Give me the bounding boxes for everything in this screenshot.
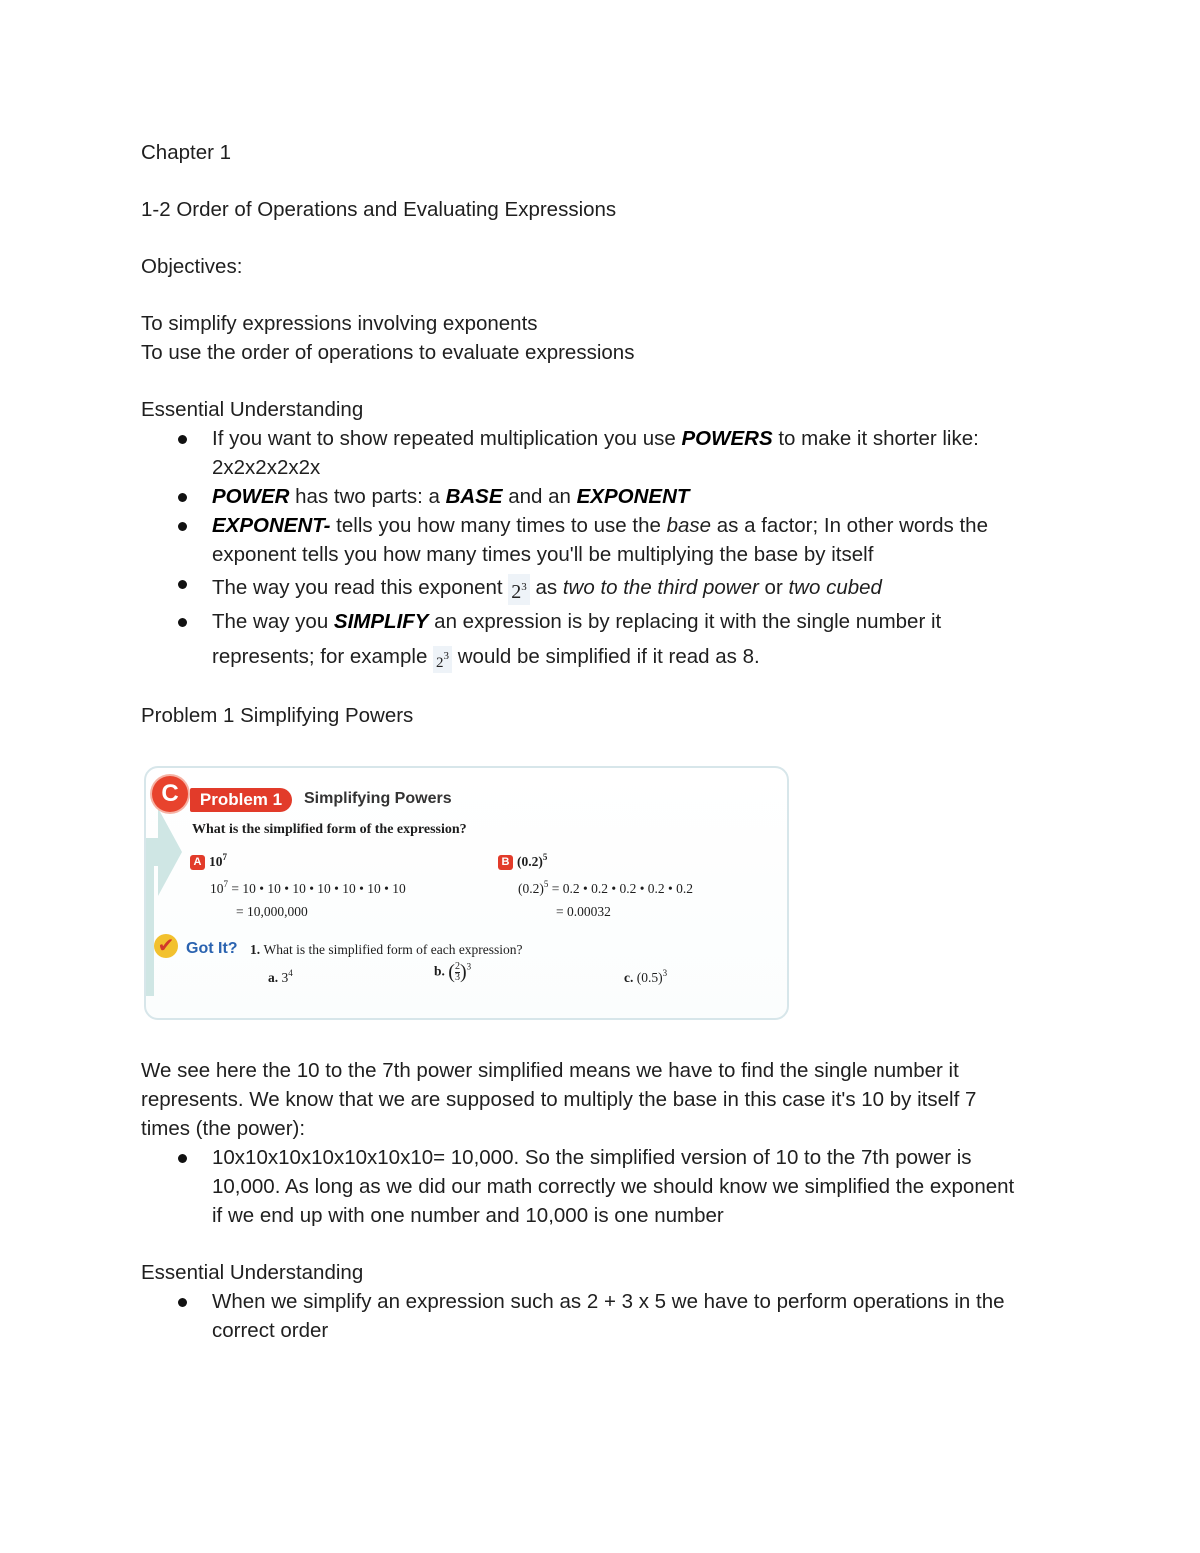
text-run: b. bbox=[434, 963, 445, 979]
text-run: (0.5) bbox=[636, 970, 663, 985]
problem-question: What is the simplified form of the expression? bbox=[192, 822, 467, 837]
text-run: base bbox=[666, 514, 712, 537]
text-run: 10 bbox=[209, 854, 223, 869]
part-b-tag: B bbox=[498, 855, 513, 870]
text-run: if we end up with one number and 10,000 is one number bbox=[212, 1204, 724, 1227]
text-run: 10x10x10x10x10x10x10= 10,000. So the simplified version of 10 to the 7th power is bbox=[212, 1146, 972, 1169]
objective-item: To use the order of operations to evaluate expressions bbox=[141, 341, 635, 364]
text-run: correct order bbox=[212, 1319, 329, 1342]
text-run: ( bbox=[448, 961, 455, 983]
text-run: The way you bbox=[212, 610, 334, 633]
got-it-label: Got It? bbox=[186, 940, 238, 957]
text-run: 3 bbox=[454, 972, 460, 983]
arrow-decoration-icon bbox=[144, 808, 184, 998]
text-run: an expression is by replacing it with the single number it bbox=[428, 610, 942, 633]
got-it-question bbox=[250, 942, 523, 958]
text-run: or bbox=[758, 576, 789, 599]
text-run: c. bbox=[624, 970, 634, 985]
exponent-power: 3 bbox=[521, 581, 527, 593]
problem-badge-icon: C bbox=[152, 776, 188, 812]
text-run: When we simplify an expression such as 2 + 3 x 5 we have to perform operations in the bbox=[212, 1290, 1005, 1313]
text-run: 4 bbox=[288, 968, 293, 978]
essential-understanding-list bbox=[141, 1287, 1071, 1345]
text-run: a. bbox=[268, 970, 279, 985]
text-run: 5 bbox=[543, 879, 549, 889]
text-run: (0.2) bbox=[518, 881, 544, 896]
text-run: 10 bbox=[210, 881, 224, 896]
text-run: two to the third power bbox=[562, 576, 759, 599]
part-a-tag: A bbox=[190, 855, 205, 870]
list-item bbox=[141, 482, 1071, 511]
got-it-option-c bbox=[624, 968, 667, 986]
essential-understanding-heading: Essential Understanding bbox=[141, 398, 364, 421]
paragraph-line: represents. We know that we are supposed to multiply the base in this case it's 10 by itself 7 bbox=[141, 1088, 977, 1111]
exponent-power: 3 bbox=[443, 650, 450, 662]
part-b-step1 bbox=[518, 879, 693, 897]
text-run: has two parts: a bbox=[289, 485, 446, 508]
text-run: (0.2) bbox=[517, 854, 543, 869]
text-run: 3 bbox=[281, 970, 289, 985]
text-run: 3 bbox=[466, 961, 472, 972]
text-run: ) bbox=[459, 961, 467, 983]
objectives-heading: Objectives: bbox=[141, 255, 243, 278]
text-run: as bbox=[529, 576, 563, 599]
list-item bbox=[141, 569, 1071, 607]
text-run: tells you how many times to use the bbox=[330, 514, 667, 537]
list-item bbox=[141, 607, 1071, 673]
exponent-image bbox=[433, 646, 452, 673]
paragraph-line: times (the power): bbox=[141, 1117, 306, 1140]
example-list bbox=[141, 1143, 1071, 1230]
part-b-expression bbox=[498, 852, 547, 870]
text-run: 5 bbox=[542, 852, 548, 862]
list-item bbox=[141, 1287, 1071, 1345]
part-a-step1 bbox=[210, 879, 406, 897]
essential-understanding-heading: Essential Understanding bbox=[141, 1261, 364, 1284]
term-power: POWER bbox=[212, 485, 290, 508]
objective-item: To simplify expressions involving exponents bbox=[141, 312, 538, 335]
textbook-figure bbox=[144, 766, 789, 1020]
part-b-step2: = 0.00032 bbox=[556, 904, 611, 919]
problem-heading: Problem 1 Simplifying Powers bbox=[141, 704, 414, 727]
exponent-image bbox=[508, 574, 530, 605]
text-run: to make it shorter like: bbox=[772, 427, 979, 450]
text-run: as a factor; In other words the bbox=[711, 514, 988, 537]
text-run: 10,000. As long as we did our math correctly we should know we simplified the exponent bbox=[212, 1175, 1015, 1198]
text-run: 2 bbox=[454, 961, 460, 972]
term-exponent-def: EXPONENT- bbox=[212, 514, 331, 537]
got-it-option-a bbox=[268, 968, 293, 986]
term-powers: POWERS bbox=[681, 427, 773, 450]
text-run: two cubed bbox=[788, 576, 882, 599]
text-run: = 0.2 • 0.2 • 0.2 • 0.2 • 0.2 bbox=[551, 881, 694, 896]
text-line bbox=[212, 636, 760, 673]
list-item bbox=[141, 1143, 1071, 1230]
problem-title: Simplifying Powers bbox=[304, 790, 452, 807]
essential-understanding-list bbox=[141, 424, 1071, 673]
text-run: 7 bbox=[223, 879, 228, 889]
chapter-heading: Chapter 1 bbox=[141, 141, 232, 164]
term-exponent: EXPONENT bbox=[576, 485, 690, 508]
list-item bbox=[141, 424, 1071, 482]
part-a-step2: = 10,000,000 bbox=[236, 904, 308, 919]
document-body bbox=[141, 138, 1071, 730]
list-item bbox=[141, 511, 1071, 569]
text-run: and an bbox=[502, 485, 577, 508]
text-run: = 10 • 10 • 10 • 10 • 10 • 10 • 10 bbox=[231, 881, 406, 896]
text-run: 1. bbox=[250, 942, 261, 957]
text-run: would be simplified if it read as 8. bbox=[457, 645, 760, 668]
problem-label: Problem 1 bbox=[190, 788, 292, 812]
term-base: BASE bbox=[445, 485, 503, 508]
term-simplify: SIMPLIFY bbox=[333, 610, 429, 633]
exponent-base: 2 bbox=[511, 581, 522, 603]
document-body-continued bbox=[141, 1056, 1071, 1345]
text-run: If you want to show repeated multiplication you use bbox=[212, 427, 682, 450]
got-it-option-b bbox=[434, 961, 471, 984]
part-a-expression bbox=[190, 852, 227, 870]
text-run: What is the simplified form of each expression? bbox=[263, 942, 523, 957]
paragraph-line: We see here the 10 to the 7th power simplified means we have to find the single number it bbox=[141, 1059, 959, 1082]
exponent-base: 2 bbox=[436, 655, 444, 671]
checkmark-icon: ✔ bbox=[154, 934, 178, 958]
text-run: represents; for example bbox=[212, 645, 434, 668]
text-run: 7 bbox=[222, 852, 227, 862]
text-run: 2x2x2x2x2x bbox=[212, 456, 321, 479]
section-title: 1-2 Order of Operations and Evaluating Expressions bbox=[141, 198, 617, 221]
text-run: The way you read this exponent bbox=[212, 576, 509, 599]
text-run: 3 bbox=[662, 968, 668, 978]
text-run: exponent tells you how many times you'll be multiplying the base by itself bbox=[212, 543, 874, 566]
